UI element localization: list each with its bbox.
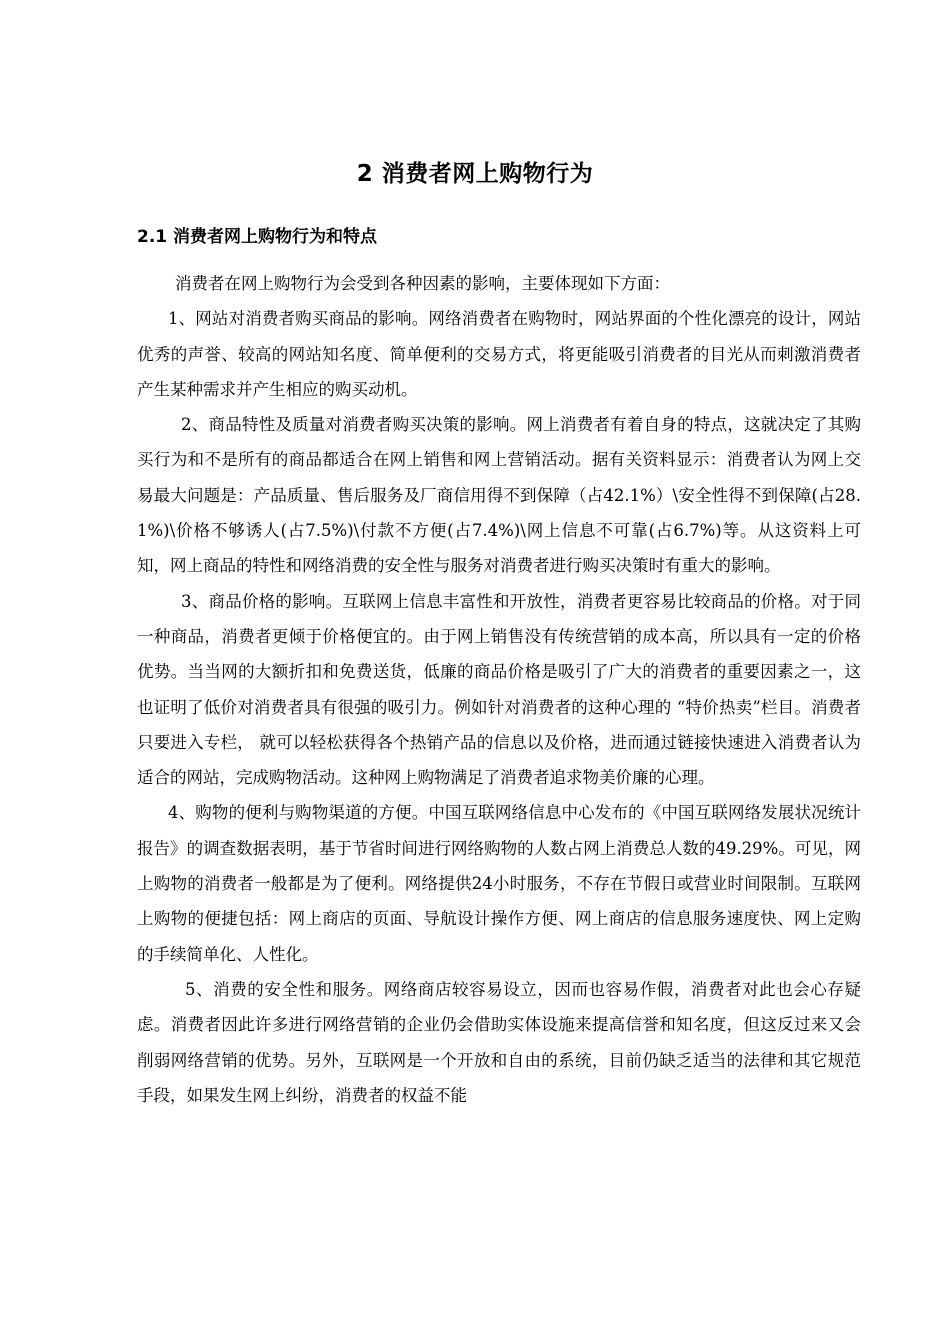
paragraph-intro: 消费者在网上购物行为会受到各种因素的影响，主要体现如下方面： [175,274,670,293]
paragraph-product-quality: 2、商品特性及质量对消费者购买决策的影响。网上消费者有着自身的特点，这就决定了其购买行为和不是所有的商品都适合在网上销售和网上营销活动。据有关资料显示：消费者认为网上交易最大问题是：产品质量、售后服务及厂商信用得不到保障（占42.1%）\安全性得不到保障(占28.1%)\价格不够诱人(占7.5%)\付款不方便(占7.4%)\网上信息不可靠(占6.7%)等。从这资料上可知，网上商品的特性和网络消费的安全性与服务对消费者进行购买决策时有重大的影响。 [137,415,861,576]
chapter-title: 2 消费者网上购物行为 [356,161,594,187]
document-body [137,266,861,1113]
paragraph-convenience: 4、购物的便利与购物渠道的方便。中国互联网络信息中心发布的《中国互联网络发展状况统计报告》的调查数据表明，基于节省时间进行网络购物的人数占网上消费总人数的49.29%。可见，网上购物的消费者一般都是为了便利。网络提供24小时服务，不存在节假日或营业时间限制。互联网上购物的便捷包括：网上商店的页面、导航设计操作方便、网上商店的信息服务速度快、网上定购的手续简单化、人性化。 [137,803,861,964]
section-title: 2.1 消费者网上购物行为和特点 [137,227,378,247]
paragraph-security-service: 5、消费的安全性和服务。网络商店较容易设立，因而也容易作假，消费者对此也会心存疑虑。消费者因此许多进行网络营销的企业仍会借助实体设施来提高信誉和知名度，但这反过来又会削弱网络营销的优势。另外，互联网是一个开放和自由的系统，目前仍缺乏适当的法律和其它规范手段，如果发生网上纠纷，消费者的权益不能 [137,979,861,1105]
paragraph-website-influence: 1、网站对消费者购买商品的影响。网络消费者在购物时，网站界面的个性化漂亮的设计，网站优秀的声誉、较高的网站知名度、简单便利的交易方式，将更能吸引消费者的目光从而刺激消费者产生某种需求并产生相应的购买动机。 [137,309,861,399]
paragraph-price-influence: 3、商品价格的影响。互联网上信息丰富性和开放性，消费者更容易比较商品的价格。对于同一种商品，消费者更倾于价格便宜的。由于网上销售没有传统营销的成本高，所以具有一定的价格优势。当当网的大额折扣和免费送货，低廉的商品价格是吸引了广大的消费者的重要因素之一，这也证明了低价对消费者具有很强的吸引力。例如针对消费者的这种心理的 “特价热卖”栏目。消费者只要进入专栏， 就可以轻松获得各个热销产品的信息以及价格，进而通过链接快速进入消费者认为适合的网站，完成购物活动。这种网上购物满足了消费者追求物美价廉的心理。 [137,591,861,788]
